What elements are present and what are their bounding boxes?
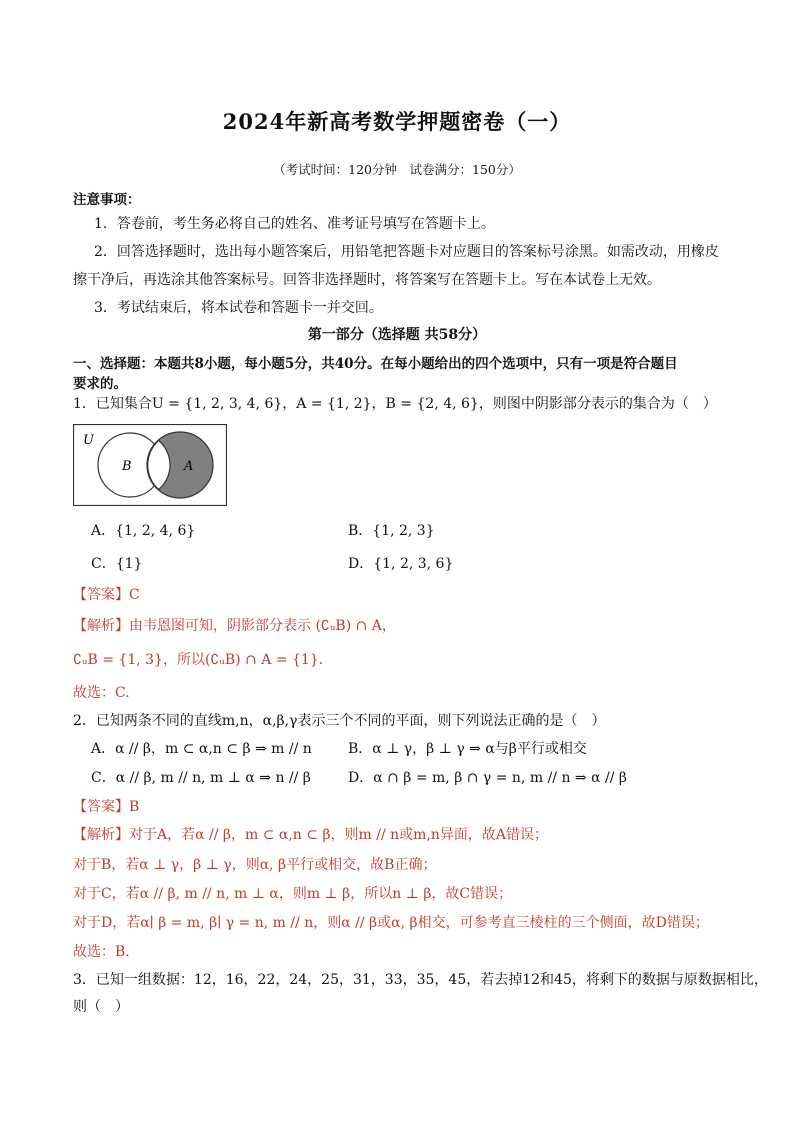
- q1-option-c: C．{1}: [91, 556, 143, 572]
- q1-conclusion: 故选：C.: [73, 685, 130, 701]
- q2-analysis-text1: 对于A，若α // β，m ⊂ α,n ⊂ β，则m // n或m,n异面，故A错误；: [129, 827, 549, 843]
- q2-stem: 2．已知两条不同的直线m,n，α,β,γ表示三个不同的平面，则下列说法正确的是（ ）: [73, 713, 606, 729]
- part1-heading: 第一部分（选择题 共58分）: [307, 327, 487, 343]
- notice-item-3: 3．考试结束后，将本试卷和答题卡一并交回。: [94, 300, 383, 316]
- q2-answer: B: [129, 799, 140, 815]
- q2-analysis-line4: 对于D，若α∣ β = m, β∣ γ = n, m // n，则α // β或α, β相交，可参考直三棱柱的三个侧面，故D错误；: [73, 915, 709, 931]
- q1-analysis-line2: ∁ᵤB = {1, 3}，所以(∁ᵤB) ∩ A = {1}.: [73, 652, 324, 668]
- q2-option-a: A．α // β，m ⊂ α,n ⊂ β ⇒ m // n: [91, 741, 312, 757]
- answer-label: 【答案】: [73, 799, 129, 815]
- q1-answer: C: [129, 587, 140, 603]
- q2-option-c: C．α // β, m // n, m ⊥ α ⇒ n // β: [91, 770, 311, 786]
- q2-analysis-line2: 对于B，若α ⊥ γ，β ⊥ γ，则α, β平行或相交，故B正确；: [73, 857, 437, 873]
- q1-option-d: D．{1, 2, 3, 6}: [348, 556, 454, 572]
- section1-instructions-line2: 要求的。: [73, 376, 127, 392]
- venn-label-b: B: [122, 459, 132, 474]
- section1-instructions-line1: 一、选择题：本题共8小题，每小题5分，共40分。在每小题给出的四个选项中，只有一项是符合题目: [73, 356, 678, 372]
- analysis-label: 【解析】: [73, 618, 129, 634]
- analysis-label: 【解析】: [73, 827, 129, 843]
- venn-label-u: U: [83, 433, 94, 448]
- q2-answer-line: [73, 796, 139, 816]
- exam-info: （考试时间：120分钟 试卷满分：150分）: [273, 162, 521, 177]
- q2-option-b: B．α ⊥ γ，β ⊥ γ ⇒ α与β平行或相交: [348, 741, 587, 757]
- notice-item-2-line2: 擦干净后，再选涂其他答案标号。回答非选择题时，将答案写在答题卡上。写在本试卷上无效。: [73, 272, 661, 288]
- answer-label: 【答案】: [73, 587, 129, 603]
- q2-option-d: D．α ∩ β = m, β ∩ γ = n, m // n ⇒ α // β: [348, 770, 627, 786]
- venn-diagram: [73, 424, 227, 506]
- notice-item-1: 1．答卷前，考生务必将自己的姓名、准考证号填写在答题卡上。: [94, 216, 495, 232]
- q2-analysis-line3: 对于C，若α // β, m // n, m ⊥ α，则m ⊥ β，所以n ⊥ β，故C错误；: [73, 886, 513, 902]
- q1-answer-line: [73, 584, 140, 604]
- notice-heading: 注意事项：: [73, 192, 141, 208]
- q1-analysis-line1: [73, 615, 396, 635]
- q1-stem: 1．已知集合U = {1, 2, 3, 4, 6}，A = {1, 2}，B = {2, 4, 6}，则图中阴影部分表示的集合为（ ）: [73, 396, 717, 412]
- q1-analysis-text1: 由韦恩图可知，阴影部分表示 (∁ᵤB) ∩ A，: [129, 618, 396, 634]
- q3-stem-line1: 3．已知一组数据：12，16，22，24，25，31，33，35，45，若去掉12和45，将剩下的数据与原数据相比，: [73, 972, 768, 988]
- page-title: 2024年新高考数学押题密卷（一）: [222, 109, 572, 134]
- q3-stem-line2: 则（ ）: [73, 999, 129, 1015]
- q1-option-a: A．{1, 2, 4, 6}: [91, 523, 196, 539]
- notice-item-2-line1: 2．回答选择题时，选出每小题答案后，用铅笔把答题卡对应题目的答案标号涂黑。如需改动，用橡皮: [94, 244, 719, 260]
- q2-analysis-line1: [73, 824, 548, 844]
- venn-label-a: A: [184, 459, 194, 474]
- q2-conclusion: 故选：B.: [73, 944, 130, 960]
- q1-option-b: B．{1, 2, 3}: [348, 523, 435, 539]
